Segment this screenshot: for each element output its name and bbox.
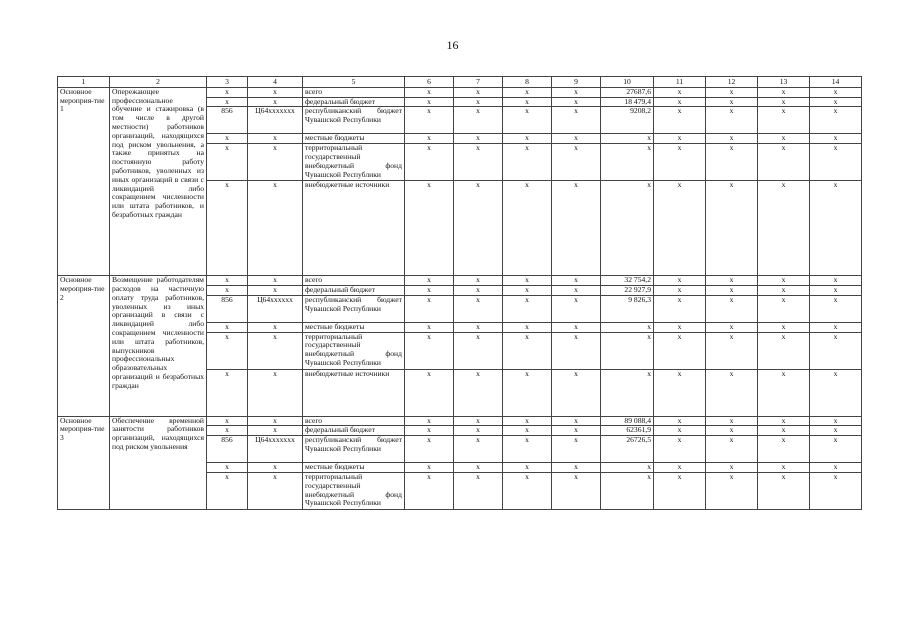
value-cell: х xyxy=(454,97,503,107)
grbs-code-cell: х xyxy=(207,322,248,332)
value-cell: х xyxy=(810,134,862,144)
value-cell: х xyxy=(654,87,706,97)
value-cell: х xyxy=(654,107,706,134)
value-cell: х xyxy=(405,87,454,97)
value-cell: х xyxy=(552,97,601,107)
table-row xyxy=(58,416,862,426)
value-cell: х xyxy=(706,416,758,426)
grbs-code-cell: 856 xyxy=(207,295,248,322)
value-cell: х xyxy=(503,134,552,144)
value-cell: х xyxy=(758,426,810,436)
value-cell: х xyxy=(503,436,552,463)
value-cell: х xyxy=(654,416,706,426)
value-cell: х xyxy=(552,144,601,181)
funding-source-cell: всего xyxy=(303,416,405,426)
value-cell: х xyxy=(454,87,503,97)
funding-source-cell: республиканский бюджет Чувашской Республики xyxy=(303,107,405,134)
value-cell: х xyxy=(758,472,810,509)
value-cell: х xyxy=(758,97,810,107)
value-cell: х xyxy=(758,436,810,463)
value-cell: х xyxy=(503,369,552,416)
funding-source-cell: территориальный государственный внебюджетный фонд Чувашской Республики xyxy=(303,144,405,181)
target-article-cell: х xyxy=(248,87,303,97)
value-cell: х xyxy=(810,436,862,463)
value-cell: х xyxy=(552,436,601,463)
column-header: 6 xyxy=(405,77,454,88)
value-cell: х xyxy=(503,416,552,426)
funding-source-cell: республиканский бюджет Чувашской Республики xyxy=(303,295,405,322)
value-cell: х xyxy=(454,285,503,295)
target-article-cell: х xyxy=(248,276,303,286)
value-cell: х xyxy=(454,181,503,276)
value-cell: х xyxy=(405,322,454,332)
value-cell: х xyxy=(503,332,552,369)
value-cell: х xyxy=(758,369,810,416)
amount-cell: 26726,5 xyxy=(601,436,654,463)
value-cell: х xyxy=(654,295,706,322)
amount-cell: х xyxy=(601,134,654,144)
value-cell: х xyxy=(810,295,862,322)
value-cell: х xyxy=(552,463,601,473)
target-article-cell: х xyxy=(248,472,303,509)
value-cell: х xyxy=(654,322,706,332)
value-cell: х xyxy=(706,134,758,144)
value-cell: х xyxy=(552,285,601,295)
value-cell: х xyxy=(810,285,862,295)
value-cell: х xyxy=(706,276,758,286)
value-cell: х xyxy=(552,107,601,134)
value-cell: х xyxy=(810,472,862,509)
value-cell: х xyxy=(405,416,454,426)
column-header: 12 xyxy=(706,77,758,88)
target-article-cell: х xyxy=(248,369,303,416)
grbs-code-cell: х xyxy=(207,97,248,107)
value-cell: х xyxy=(405,107,454,134)
grbs-code-cell: х xyxy=(207,416,248,426)
amount-cell: 9208,2 xyxy=(601,107,654,134)
value-cell: х xyxy=(405,332,454,369)
amount-cell: х xyxy=(601,463,654,473)
value-cell: х xyxy=(552,322,601,332)
column-header: 11 xyxy=(654,77,706,88)
value-cell: х xyxy=(758,87,810,97)
value-cell: х xyxy=(810,426,862,436)
column-header: 13 xyxy=(758,77,810,88)
value-cell: х xyxy=(758,134,810,144)
activity-name-cell: Основное мероприя-тие 3 xyxy=(58,416,110,509)
amount-cell: 18 479,4 xyxy=(601,97,654,107)
value-cell: х xyxy=(503,87,552,97)
funding-source-cell: внебюджетные источники xyxy=(303,181,405,276)
column-header: 4 xyxy=(248,77,303,88)
grbs-code-cell: 856 xyxy=(207,107,248,134)
column-header: 7 xyxy=(454,77,503,88)
value-cell: х xyxy=(503,144,552,181)
value-cell: х xyxy=(810,416,862,426)
amount-cell: х xyxy=(601,322,654,332)
value-cell: х xyxy=(405,276,454,286)
value-cell: х xyxy=(706,285,758,295)
value-cell: х xyxy=(706,369,758,416)
grbs-code-cell: х xyxy=(207,472,248,509)
table-row xyxy=(58,87,862,97)
page-number: 16 xyxy=(446,38,459,52)
value-cell: х xyxy=(654,436,706,463)
funding-source-cell: федеральный бюджет xyxy=(303,285,405,295)
grbs-code-cell: х xyxy=(207,87,248,97)
value-cell: х xyxy=(654,472,706,509)
funding-source-cell: внебюджетные источники xyxy=(303,369,405,416)
value-cell: х xyxy=(503,285,552,295)
target-article-cell: х xyxy=(248,134,303,144)
grbs-code-cell: х xyxy=(207,332,248,369)
funding-source-cell: всего xyxy=(303,87,405,97)
value-cell: х xyxy=(503,97,552,107)
budget-table xyxy=(57,76,862,510)
funding-source-cell: всего xyxy=(303,276,405,286)
target-article-cell: х xyxy=(248,144,303,181)
value-cell: х xyxy=(454,134,503,144)
value-cell: х xyxy=(706,295,758,322)
value-cell: х xyxy=(454,472,503,509)
grbs-code-cell: х xyxy=(207,463,248,473)
amount-cell: 9 826,3 xyxy=(601,295,654,322)
column-header: 10 xyxy=(601,77,654,88)
value-cell: х xyxy=(706,97,758,107)
value-cell: х xyxy=(706,181,758,276)
value-cell: х xyxy=(552,426,601,436)
value-cell: х xyxy=(706,322,758,332)
value-cell: х xyxy=(454,436,503,463)
value-cell: х xyxy=(810,181,862,276)
value-cell: х xyxy=(758,181,810,276)
amount-cell: 22 927,9 xyxy=(601,285,654,295)
value-cell: х xyxy=(758,332,810,369)
value-cell: х xyxy=(454,276,503,286)
value-cell: х xyxy=(405,472,454,509)
amount-cell: 89 088,4 xyxy=(601,416,654,426)
value-cell: х xyxy=(758,463,810,473)
target-article-cell: х xyxy=(248,285,303,295)
value-cell: х xyxy=(454,369,503,416)
value-cell: х xyxy=(654,276,706,286)
value-cell: х xyxy=(706,87,758,97)
value-cell: х xyxy=(552,416,601,426)
value-cell: х xyxy=(706,472,758,509)
grbs-code-cell: 856 xyxy=(207,436,248,463)
value-cell: х xyxy=(405,134,454,144)
column-header: 1 xyxy=(58,77,110,88)
value-cell: х xyxy=(810,87,862,97)
value-cell: х xyxy=(654,97,706,107)
grbs-code-cell: х xyxy=(207,181,248,276)
column-header: 3 xyxy=(207,77,248,88)
value-cell: х xyxy=(810,107,862,134)
column-number-row xyxy=(58,77,862,88)
value-cell: х xyxy=(552,332,601,369)
value-cell: х xyxy=(758,322,810,332)
grbs-code-cell: х xyxy=(207,369,248,416)
grbs-code-cell: х xyxy=(207,134,248,144)
value-cell: х xyxy=(552,295,601,322)
value-cell: х xyxy=(503,426,552,436)
value-cell: х xyxy=(503,107,552,134)
value-cell: х xyxy=(503,295,552,322)
grbs-code-cell: х xyxy=(207,276,248,286)
grbs-code-cell: х xyxy=(207,426,248,436)
value-cell: х xyxy=(454,295,503,322)
value-cell: х xyxy=(552,472,601,509)
value-cell: х xyxy=(654,369,706,416)
value-cell: х xyxy=(758,276,810,286)
value-cell: х xyxy=(810,369,862,416)
column-header: 2 xyxy=(110,77,207,88)
funding-source-cell: территориальный государственный внебюджетный фонд Чувашской Республики xyxy=(303,332,405,369)
value-cell: х xyxy=(503,276,552,286)
value-cell: х xyxy=(706,144,758,181)
value-cell: х xyxy=(706,436,758,463)
target-article-cell: Ц64xxxxxx xyxy=(248,295,303,322)
value-cell: х xyxy=(552,181,601,276)
target-article-cell: х xyxy=(248,426,303,436)
funding-source-cell: территориальный государственный внебюджетный фонд Чувашской Республики xyxy=(303,472,405,509)
value-cell: х xyxy=(454,144,503,181)
target-article-cell: х xyxy=(248,416,303,426)
amount-cell: х xyxy=(601,369,654,416)
value-cell: х xyxy=(706,463,758,473)
value-cell: х xyxy=(405,181,454,276)
value-cell: х xyxy=(503,472,552,509)
value-cell: х xyxy=(810,97,862,107)
value-cell: х xyxy=(405,463,454,473)
target-article-cell: Ц64xxxxxxx xyxy=(248,436,303,463)
funding-source-cell: местные бюджеты xyxy=(303,463,405,473)
value-cell: х xyxy=(454,463,503,473)
value-cell: х xyxy=(810,276,862,286)
target-article-cell: х xyxy=(248,332,303,369)
value-cell: х xyxy=(405,144,454,181)
value-cell: х xyxy=(758,144,810,181)
target-article-cell: х xyxy=(248,463,303,473)
value-cell: х xyxy=(552,134,601,144)
activity-name-cell: Основное мероприя-тие 2 xyxy=(58,276,110,416)
value-cell: х xyxy=(758,285,810,295)
funding-source-cell: федеральный бюджет xyxy=(303,426,405,436)
value-cell: х xyxy=(503,463,552,473)
value-cell: х xyxy=(454,332,503,369)
value-cell: х xyxy=(810,463,862,473)
value-cell: х xyxy=(454,107,503,134)
value-cell: х xyxy=(405,426,454,436)
value-cell: х xyxy=(405,369,454,416)
value-cell: х xyxy=(706,426,758,436)
table-body xyxy=(58,87,862,509)
target-article-cell: х xyxy=(248,322,303,332)
column-header: 8 xyxy=(503,77,552,88)
value-cell: х xyxy=(810,322,862,332)
value-cell: х xyxy=(654,285,706,295)
grbs-code-cell: х xyxy=(207,285,248,295)
value-cell: х xyxy=(706,332,758,369)
amount-cell: х xyxy=(601,332,654,369)
value-cell: х xyxy=(405,285,454,295)
amount-cell: х xyxy=(601,144,654,181)
value-cell: х xyxy=(654,332,706,369)
target-article-cell: х xyxy=(248,97,303,107)
activity-description-cell: Обеспечение временной занятости работников организаций, находящихся под риском увольнения xyxy=(110,416,207,509)
value-cell: х xyxy=(552,369,601,416)
table-row xyxy=(58,276,862,286)
value-cell: х xyxy=(552,87,601,97)
activity-description-cell: Опережающее профессиональное обучение и стажировка (в том числе в другой местности) работников организаций, находящихся под риском увольнения, а также принятых на постоянную работу работников, уволенных из иных организаций в связи с ликвидацией либо сокращением численности или штата работников, и безработных граждан xyxy=(110,87,207,275)
value-cell: х xyxy=(654,134,706,144)
column-header: 5 xyxy=(303,77,405,88)
activity-name-cell: Основное мероприя-тие 1 xyxy=(58,87,110,275)
activity-description-cell: Возмещение работодателям расходов на частичную оплату труда работников, уволенных из иных организаций в связи с ликвидацией либо сокращением численности или штата работников, выпускников профессиональных образовательных организаций и безработных граждан xyxy=(110,276,207,416)
target-article-cell: х xyxy=(248,181,303,276)
value-cell: х xyxy=(552,276,601,286)
value-cell: х xyxy=(454,416,503,426)
value-cell: х xyxy=(758,107,810,134)
amount-cell: 32 754,2 xyxy=(601,276,654,286)
value-cell: х xyxy=(405,295,454,322)
amount-cell: х xyxy=(601,472,654,509)
funding-source-cell: местные бюджеты xyxy=(303,322,405,332)
funding-source-cell: федеральный бюджет xyxy=(303,97,405,107)
column-header: 14 xyxy=(810,77,862,88)
value-cell: х xyxy=(454,322,503,332)
value-cell: х xyxy=(810,144,862,181)
value-cell: х xyxy=(405,436,454,463)
value-cell: х xyxy=(654,144,706,181)
value-cell: х xyxy=(654,463,706,473)
value-cell: х xyxy=(454,426,503,436)
value-cell: х xyxy=(503,181,552,276)
amount-cell: 27687,6 xyxy=(601,87,654,97)
value-cell: х xyxy=(706,107,758,134)
value-cell: х xyxy=(758,295,810,322)
value-cell: х xyxy=(503,322,552,332)
amount-cell: 62361,9 xyxy=(601,426,654,436)
value-cell: х xyxy=(654,181,706,276)
funding-source-cell: республиканский бюджет Чувашской Республики xyxy=(303,436,405,463)
value-cell: х xyxy=(405,97,454,107)
value-cell: х xyxy=(654,426,706,436)
amount-cell: х xyxy=(601,181,654,276)
column-header: 9 xyxy=(552,77,601,88)
value-cell: х xyxy=(810,332,862,369)
target-article-cell: Ц64xxxxxxx xyxy=(248,107,303,134)
grbs-code-cell: х xyxy=(207,144,248,181)
value-cell: х xyxy=(758,416,810,426)
funding-source-cell: местные бюджеты xyxy=(303,134,405,144)
